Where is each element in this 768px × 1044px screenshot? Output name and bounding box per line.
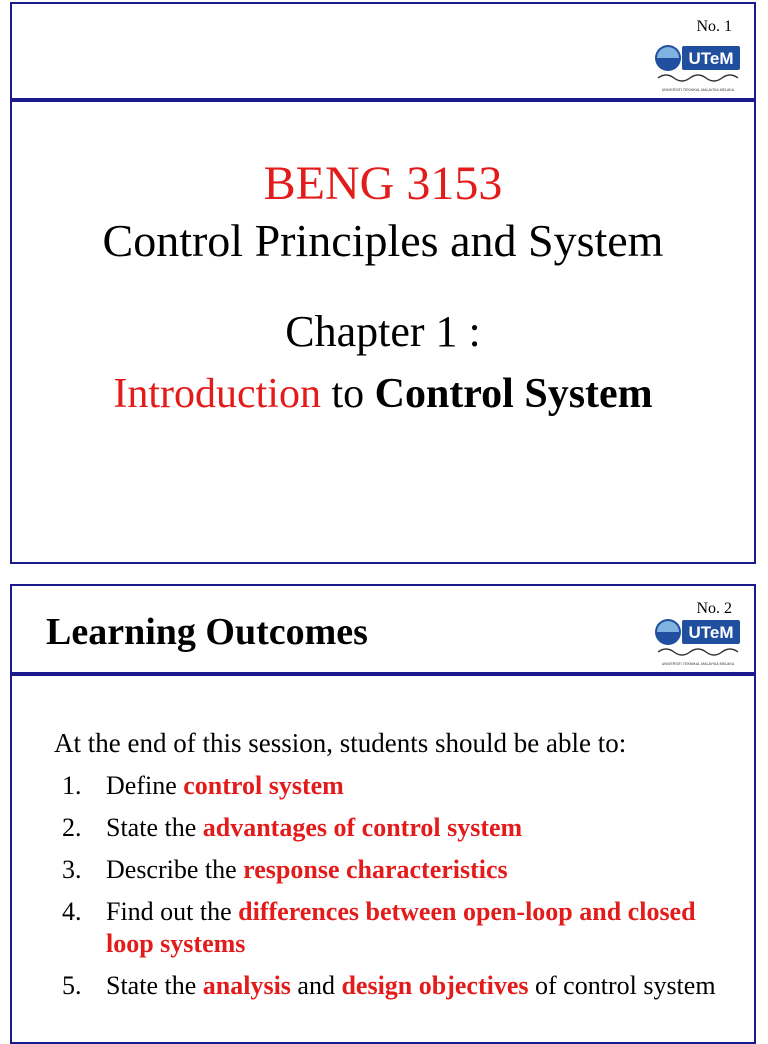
header-rule bbox=[12, 672, 754, 676]
item-text: Find out the bbox=[106, 897, 239, 926]
item-highlight: design objectives bbox=[341, 971, 529, 1000]
item-highlight: advantages of control system bbox=[202, 813, 523, 842]
list-number: 2. bbox=[62, 813, 82, 842]
slide-2 bbox=[10, 584, 756, 1044]
slide-title: Learning Outcomes bbox=[46, 611, 368, 653]
svg-text:UNIVERSITI TEKNIKAL MALAYSIA M: UNIVERSITI TEKNIKAL MALAYSIA MELAKA bbox=[661, 88, 735, 92]
list-item bbox=[62, 896, 722, 960]
list-item bbox=[62, 770, 722, 802]
svg-text:UTeM: UTeM bbox=[688, 49, 734, 68]
slide-number: No. 2 bbox=[696, 600, 732, 617]
item-text: State the bbox=[106, 971, 203, 1000]
item-text: Define bbox=[106, 771, 184, 800]
utem-logo bbox=[652, 616, 744, 668]
utem-logo bbox=[652, 42, 744, 94]
course-code: BENG 3153 bbox=[263, 157, 503, 210]
chapter-heading: Chapter 1 : bbox=[285, 307, 481, 356]
item-highlight: control system bbox=[183, 771, 344, 800]
course-title: Control Principles and System bbox=[102, 215, 664, 266]
item-text: Describe the bbox=[106, 855, 244, 884]
intro-text: At the end of this session, students should be able to: bbox=[54, 728, 627, 758]
item-highlight: response characteristics bbox=[243, 855, 508, 884]
chapter-title-topic: Control System bbox=[374, 371, 653, 417]
list-item bbox=[62, 970, 722, 1002]
list-item bbox=[62, 854, 722, 886]
item-text: and bbox=[290, 971, 342, 1000]
item-text: State the bbox=[106, 813, 203, 842]
item-text: of control system bbox=[528, 971, 716, 1000]
list-number: 3. bbox=[62, 855, 82, 884]
header-rule bbox=[12, 98, 754, 102]
list-item bbox=[62, 812, 722, 844]
chapter-title-connector: to bbox=[320, 371, 375, 417]
item-highlight: differences between open-loop and closed loop systems bbox=[106, 897, 696, 958]
learning-outcomes-list bbox=[62, 770, 722, 1012]
slide-number: No. 1 bbox=[696, 18, 732, 35]
list-number: 5. bbox=[62, 971, 82, 1000]
list-number: 1. bbox=[62, 771, 82, 800]
item-highlight: analysis bbox=[202, 971, 291, 1000]
slide-1 bbox=[10, 2, 756, 564]
list-number: 4. bbox=[62, 897, 82, 926]
svg-text:UTeM: UTeM bbox=[688, 623, 734, 642]
svg-text:UNIVERSITI TEKNIKAL MALAYSIA M: UNIVERSITI TEKNIKAL MALAYSIA MELAKA bbox=[661, 662, 735, 666]
chapter-title bbox=[12, 366, 754, 422]
chapter-title-intro: Introduction bbox=[113, 371, 321, 417]
